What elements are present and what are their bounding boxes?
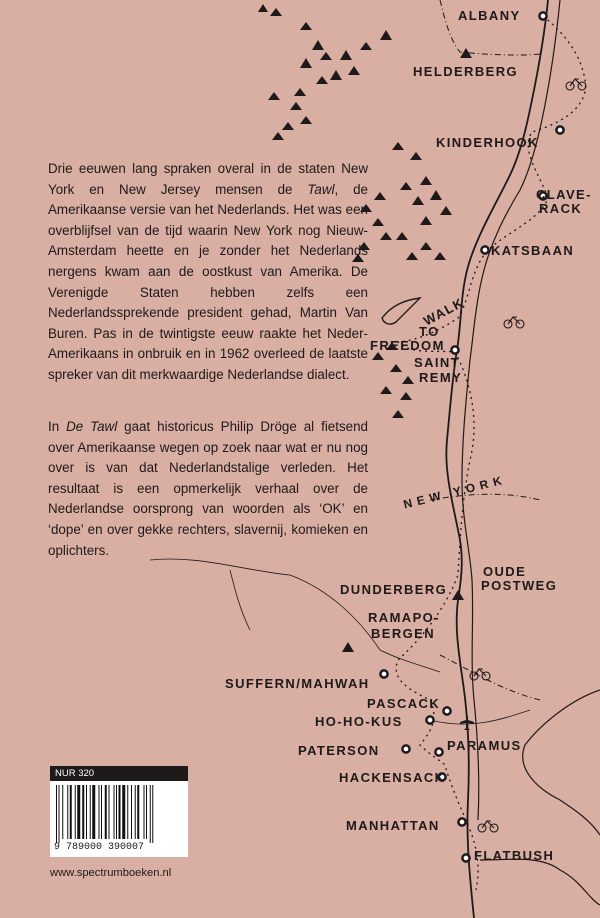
label-pascack: PASCACK [367,696,441,711]
label-flatbush: FLATBUSH [474,848,555,863]
barcode-bar [114,785,115,839]
label-remy: REMY [419,370,463,385]
barcode-bar [99,785,100,839]
barcode-bar [82,785,84,839]
label-dunderberg: DUNDERBERG [340,582,448,597]
barcode-bars [50,781,188,843]
nur-code: NUR 320 [50,766,188,781]
barcode-bar [152,785,153,843]
barcode-bar [92,785,95,839]
barcode-bar [86,785,87,839]
blurb-emphasis: Tawl [307,181,335,197]
barcode-bar [135,785,136,839]
barcode-bar [119,785,121,839]
barcode-bar [70,785,72,839]
barcode-bar [67,785,68,839]
label-albany: ALBANY [458,8,521,23]
label-claverack-1: CLAVE- [536,187,592,202]
barcode-bar [105,785,107,839]
label-paterson: PATERSON [298,743,380,758]
barcode-bar [150,785,151,843]
label-new-york: NEW YORK [402,472,509,512]
label-ho-ho-kus: HO-HO-KUS [315,714,403,729]
barcode-bar [146,785,147,839]
label-katsbaan: KATSBAAN [491,243,575,258]
blurb-text: Drie eeuwen lang spraken overal in de staten New York en New Jersey mensen de [48,161,368,197]
barcode-bar [56,785,57,843]
river-bank [462,0,560,820]
label-walk: WALK [420,294,467,329]
label-paramus: PARAMUS [447,738,522,753]
blurb-paragraph-2 [48,417,368,561]
label-saint: SAINT [414,355,460,370]
blurb-paragraph-1 [48,159,368,386]
airport-icon [460,716,474,730]
label-freedom: FREEDOM [370,338,445,353]
barcode-bar [127,785,128,839]
blurb-text: , de Amerikaanse versie van het Nederlands. Het was een overblijfsel van de tijd waarin New York nog Nieuw-Amsterdam heette en je zonder het Nederlands nergens kwam aan de oostkust van Amerika. De Verenigde Staten hebben zelfs een Nederlandssprekende president gehad, Martin Van Buren. Pas in de twintigste eeuw raakte het Neder-Amerikaans in onbruik en in 1962 overleed de laatste spreker van dit merkwaardige Nederlandse dialect. [48,181,368,382]
label-suffern: SUFFERN/MAHWAH [225,676,370,691]
barcode-digits: 9 789000 390007 [54,842,145,853]
barcode-bar [90,785,91,839]
book-title: De Tawl [66,419,118,434]
barcode-bar [101,785,102,839]
label-ramapo: RAMAPO- [368,610,440,625]
barcode-bar [77,785,80,839]
publisher-website: www.spectrumboeken.nl [50,867,172,879]
label-oude: OUDE [483,564,527,579]
label-kinderhook: KINDERHOOK [436,135,539,150]
label-claverack-2: RACK [539,201,583,216]
barcode-bar [75,785,76,839]
lake [382,298,420,324]
label-to: TO [419,324,440,339]
barcode-bar [137,785,139,839]
coastline [480,690,600,905]
label-manhattan: MANHATTAN [346,818,440,833]
label-hackensack: HACKENSACK [339,770,446,785]
label-helderberg: HELDERBERG [413,64,519,79]
barcode-bar [109,785,110,839]
barcode-bar [116,785,117,839]
label-postweg: POSTWEG [481,578,558,593]
barcode-bar [144,785,145,839]
label-bergen: BERGEN [371,626,436,641]
barcode-bar [62,785,63,839]
blurb-text: In [48,419,67,434]
barcode-bar [122,785,125,839]
blurb-text: gaat historicus Philip Dröge al fietsend over Amerikaanse wegen op zoek naar wat er nu nog over is van dat Nederlandstalige verleden. Het resultaat is een opmerkelijk verhaal over de Nederlandse oorsprong van woorden als ‘OK’ en ‘dope’ en over gekke rechters, slavernij, komieken en oplichters. [48,419,368,558]
barcode-bar [131,785,132,839]
barcode-bar [59,785,60,843]
